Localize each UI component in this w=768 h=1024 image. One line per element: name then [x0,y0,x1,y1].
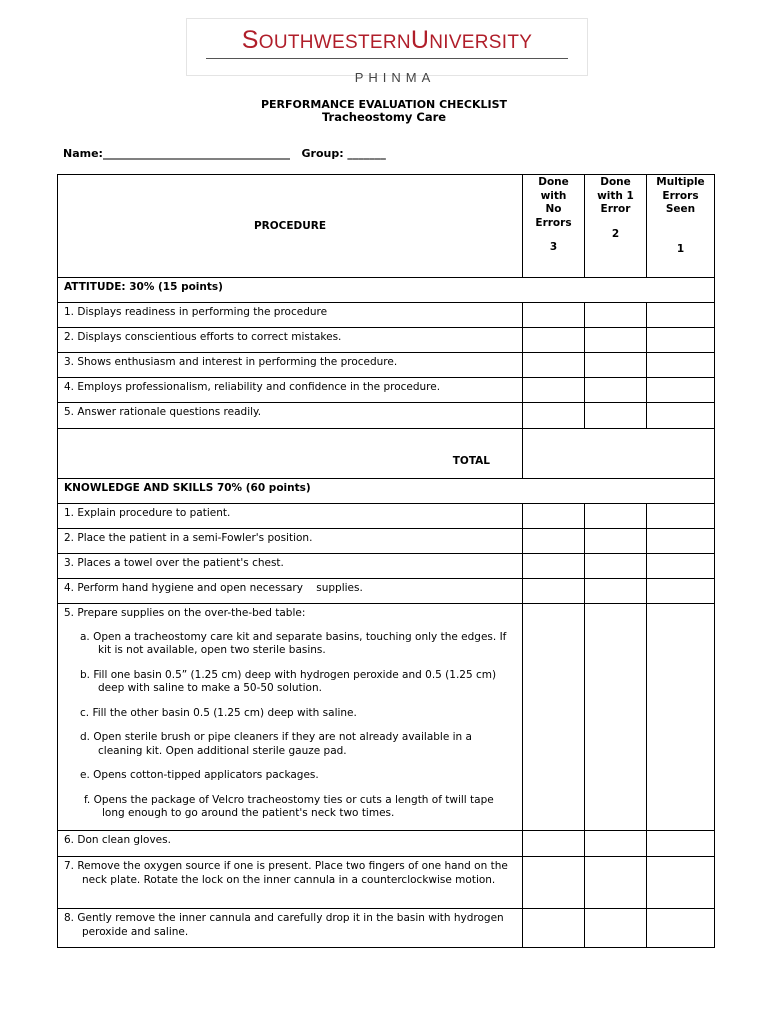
table-row: 8. Gently remove the inner cannula and carefully drop it in the basin with hydrogen peroxide and saline. [58,909,715,948]
table-row: 5. Answer rationale questions readily. [58,403,715,429]
procedure-header: PROCEDURE [58,175,523,278]
checkbox-cell[interactable] [585,831,647,857]
table-header-row [58,175,715,278]
checkbox-cell[interactable] [523,579,585,604]
header-multiple-errors: Multiple Errors Seen 1 [647,175,715,278]
document-subtitle: Tracheostomy Care [321,110,447,124]
document-title: PERFORMANCE EVALUATION CHECKLIST [260,98,508,111]
checkbox-cell[interactable] [585,554,647,579]
checkbox-cell[interactable] [523,831,585,857]
checkbox-cell[interactable] [523,604,585,831]
table-row: 1. Displays readiness in performing the procedure [58,303,715,328]
score-3: 3 [549,241,558,253]
table-row: 7. Remove the oxygen source if one is present. Place two fingers of one hand on the neck plate. Rotate the lock on the inner cannula in a counterclockwise motion. [58,857,715,909]
score-1: 1 [676,242,685,255]
name-group-row [63,147,386,160]
table-row [58,604,715,831]
checkbox-cell[interactable] [647,554,715,579]
item5-cell: 5. Prepare supplies on the over-the-bed table: a. Open a tracheostomy care kit and separate basins, touching only the edges. If kit is not available, open two sterile basins. b. Fill one basin 0.5” (1.25 cm) deep with hydrogen peroxide and 0.5 (1.25 cm) deep with saline to make a 50-50 solution. c. Fill the other basin 0.5 (1.25 cm) deep with saline. d. Open sterile brush or pipe cleaners if they are not already available in a cleaning kit. Open additional sterile gauze pad. e. Opens cotton-tipped applicators packages. f. Opens the package of Velcro tracheostomy ties or cuts a length of twill tape long enough to go around the patient's neck two times. [58,604,523,831]
table-row: 2. Displays conscientious efforts to correct mistakes. [58,328,715,353]
checkbox-cell[interactable] [585,529,647,554]
checkbox-cell[interactable] [523,909,585,948]
university-name: SOUTHWESTERNUNIVERSITY [241,26,533,54]
checkbox-cell[interactable] [585,328,647,353]
checkbox-cell[interactable] [647,579,715,604]
checkbox-cell[interactable] [647,831,715,857]
name-field[interactable]: Name:__________________________________ [63,147,290,160]
total-cell[interactable] [523,429,715,479]
checkbox-cell[interactable] [585,909,647,948]
checkbox-cell[interactable] [647,857,715,909]
checkbox-cell[interactable] [585,378,647,403]
attitude-header: ATTITUDE: 30% (15 points) [58,278,715,303]
checkbox-cell[interactable] [585,504,647,529]
checkbox-cell[interactable] [585,857,647,909]
knowledge-header: KNOWLEDGE AND SKILLS 70% (60 points) [58,479,715,504]
section-row [58,278,715,303]
checkbox-cell[interactable] [647,909,715,948]
section-row [58,479,715,504]
checkbox-cell[interactable] [647,529,715,554]
checkbox-cell[interactable] [647,604,715,831]
table-row: 4. Perform hand hygiene and open necessary supplies. [58,579,715,604]
table-row: 2. Place the patient in a semi-Fowler's position. [58,529,715,554]
checkbox-cell[interactable] [647,303,715,328]
checkbox-cell[interactable] [523,328,585,353]
checkbox-cell[interactable] [523,403,585,429]
logo-divider [206,58,568,59]
checkbox-cell[interactable] [523,504,585,529]
checkbox-cell[interactable] [523,857,585,909]
checkbox-cell[interactable] [585,403,647,429]
checkbox-cell[interactable] [647,328,715,353]
table-row: 3. Places a towel over the patient's chest. [58,554,715,579]
checkbox-cell[interactable] [585,579,647,604]
checkbox-cell[interactable] [647,403,715,429]
checkbox-cell[interactable] [585,604,647,831]
checkbox-cell[interactable] [523,554,585,579]
table-row: 4. Employs professionalism, reliability and confidence in the procedure. [58,378,715,403]
checkbox-cell[interactable] [523,303,585,328]
header-done-no-errors: Done with No Errors 3 [523,175,585,278]
checkbox-cell[interactable] [647,353,715,378]
university-logo [186,18,588,85]
checkbox-cell[interactable] [585,303,647,328]
group-field[interactable]: Group: _______ [301,147,386,160]
table-row: 3. Shows enthusiasm and interest in performing the procedure. [58,353,715,378]
checkbox-cell[interactable] [647,378,715,403]
table-row: 6. Don clean gloves. [58,831,715,857]
score-2: 2 [611,227,620,240]
table-row: 1. Explain procedure to patient. [58,504,715,529]
checkbox-cell[interactable] [523,529,585,554]
total-row [58,429,715,479]
evaluation-table [57,174,715,948]
checkbox-cell[interactable] [647,504,715,529]
checkbox-cell[interactable] [523,378,585,403]
header-done-one-error: Done with 1 Error 2 [585,175,647,278]
checkbox-cell[interactable] [523,353,585,378]
checkbox-cell[interactable] [585,353,647,378]
total-label: TOTAL [58,429,523,479]
university-subtitle: PHINMA [354,70,436,85]
